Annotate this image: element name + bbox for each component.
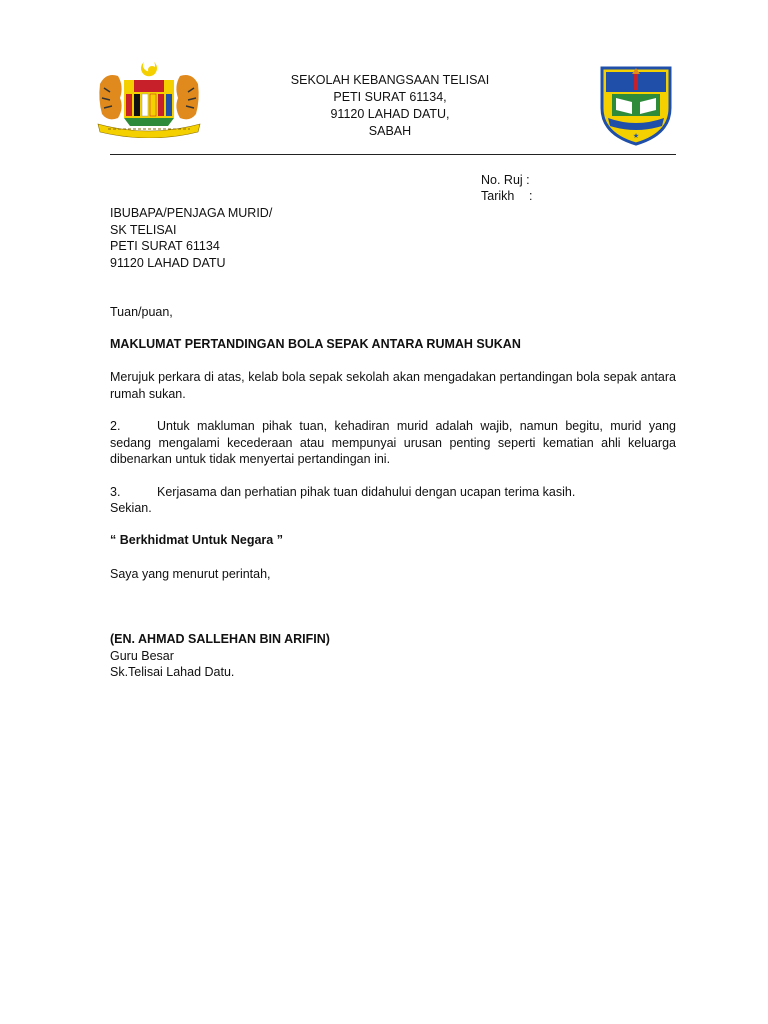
letterhead-divider — [110, 154, 676, 155]
recipient-line: SK TELISAI — [110, 222, 177, 237]
school-badge-icon — [598, 62, 674, 146]
paragraph-3-number: 3. — [110, 485, 121, 499]
signatory-title: Guru Besar — [110, 648, 174, 663]
recipient-line: IBUBAPA/PENJAGA MURID/ — [110, 206, 273, 220]
svg-text:★: ★ — [632, 133, 640, 140]
closing: Sekian. — [110, 501, 152, 515]
motto: “ Berkhidmat Untuk Negara ” — [110, 533, 283, 547]
date-colon: : — [529, 189, 533, 203]
recipient-line: PETI SURAT 61134 — [110, 239, 220, 253]
signature-block — [110, 631, 676, 681]
paragraph-2-text: Untuk makluman pihak tuan, kehadiran murid adalah wajib, namun begitu, murid yang sedang mengalami kecederaan atau mempunyai urusan penting seperti kematian ahli keluarga dibenarkan untuk tidak menyertai pertandingan ini. — [110, 419, 676, 466]
school-state: SABAH — [368, 124, 412, 138]
paragraph-1: Merujuk perkara di atas, kelab bola sepak sekolah akan mengadakan pertandingan bola sepak antara rumah sukan. — [110, 370, 676, 401]
signatory-name: (EN. AHMAD SALLEHAN BIN ARIFIN) — [110, 632, 330, 646]
letterhead — [230, 72, 550, 140]
recipient-address — [110, 205, 676, 271]
letter-subject: MAKLUMAT PERTANDINGAN BOLA SEPAK ANTARA RUMAH SUKAN — [110, 337, 521, 351]
coat-of-arms-icon — [94, 58, 204, 138]
sign-off: Saya yang menurut perintah, — [110, 567, 271, 581]
paragraph-3-text: Kerjasama dan perhatian pihak tuan didahului dengan ucapan terima kasih. — [157, 485, 576, 499]
paragraph-2 — [110, 418, 676, 468]
ref-number-label: No. Ruj : — [481, 173, 530, 187]
signatory-school: Sk.Telisai Lahad Datu. — [110, 665, 235, 679]
date-label: Tarikh — [481, 189, 515, 203]
recipient-line: 91120 LAHAD DATU — [110, 255, 226, 270]
reference-block — [481, 172, 532, 204]
school-name: SEKOLAH KEBANGSAAN TELISAI — [290, 73, 490, 87]
salutation: Tuan/puan, — [110, 305, 173, 319]
school-po-box: PETI SURAT 61134, — [333, 90, 447, 104]
school-postcode-town: 91120 LAHAD DATU, — [330, 107, 450, 121]
paragraph-2-number: 2. — [110, 419, 121, 433]
paragraph-3 — [110, 484, 676, 501]
